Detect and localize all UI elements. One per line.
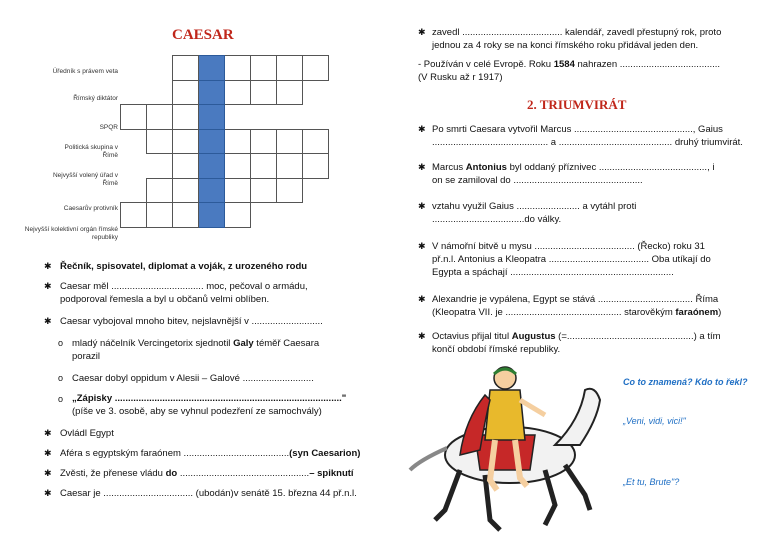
bullet-text: Caesar vybojoval mnoho bitev, nejslavnější v ........................... <box>60 316 323 327</box>
bullet-star-icon: ✱ <box>418 27 426 37</box>
crossword-label: Římský diktátor <box>73 95 118 102</box>
bullet-text: Octavius přijal titul Augustus (=................................................) a tím končí období římské republiky. <box>432 331 721 355</box>
circle-bullet-icon: o <box>58 373 64 383</box>
crossword-label: Nejvyšší kolektivní orgán římské republiky <box>24 226 118 241</box>
bullet-star-icon: ✱ <box>418 331 426 341</box>
bullet-star-icon: ✱ <box>418 124 426 134</box>
note-text: - Používán v celé Evropě. Roku 1584 nahrazen ...................................... (V Rusku až r 1917) <box>418 59 721 83</box>
bullet-star-icon: ✱ <box>418 162 426 172</box>
question-text: Co to znamená? Kdo to řekl? <box>623 377 748 387</box>
sub-item-text: „Zápisky ......................................................................................" (píše ve 3. osobě, aby se vyhnul podezření ze samochvály) <box>72 393 347 417</box>
bullet-star-icon: ✱ <box>44 316 52 326</box>
bullet-star-icon: ✱ <box>418 241 426 251</box>
bullet-text: Zvěsti, že přenese vládu do .................................................– spiknutí <box>60 468 354 479</box>
crossword-label: Caesarův protivník <box>63 205 118 212</box>
bullet-text: Ovládl Egypt <box>60 428 114 439</box>
caesar-title: CAESAR <box>172 27 234 43</box>
bullet-text: vztahu využil Gaius ........................ a vytáhl proti ...................................do války. <box>432 201 637 225</box>
bullet-text: Alexandrie je vypálena, Egypt se stává .................................... Říma (Kleopatra VII. je ............................................ starověkým faraónem) <box>432 294 722 318</box>
bullet-text: Řečník, spisovatel, diplomat a voják, z urozeného rodu <box>60 261 308 272</box>
crossword-label: Politická skupina v Římě <box>64 144 118 159</box>
bullet-star-icon: ✱ <box>44 448 52 458</box>
bullet-star-icon: ✱ <box>44 281 52 291</box>
bullet-text: zavedl ...................................... kalendář, zavedl přestupný rok, proto jednou za 4 roky se na konci římského roku přidával jeden den. <box>432 27 722 51</box>
quote-text: „Et tu, Brute"? <box>623 477 680 487</box>
caesar-on-horse-illustration <box>405 360 615 540</box>
circle-bullet-icon: o <box>58 394 64 404</box>
crossword-label: Úředník s právem veta <box>52 68 118 75</box>
bullet-text: Caesar je .................................. (ubodán)v senátě 15. března 44 př.n.l. <box>60 488 357 499</box>
sub-item-text: Caesar dobyl oppidum v Alesii – Galové ........................... <box>72 373 314 384</box>
crossword-label: SPQR <box>99 124 118 131</box>
crossword-label: Nejvyšší volený úřad v Římě <box>52 172 118 187</box>
bullet-star-icon: ✱ <box>44 468 52 478</box>
bullet-star-icon: ✱ <box>44 261 52 271</box>
bullet-text: Po smrti Caesara vytvořil Marcus ............................................., Gaius ............................................ a ........................................... druhý triumvirát. <box>432 124 743 148</box>
circle-bullet-icon: o <box>58 338 64 348</box>
sub-item-text: mladý náčelník Vercingetorix sjednotil Galy téměř Caesara porazil <box>72 338 320 362</box>
quote-text: „Veni, vidi, vici!" <box>623 416 686 426</box>
triumvirate-title: 2. TRIUMVIRÁT <box>527 97 627 112</box>
bullet-star-icon: ✱ <box>418 201 426 211</box>
bullet-text: Marcus Antonius byl oddaný příznivec ........................................., i on se zamiloval do ................................................. <box>432 162 715 186</box>
bullet-text: Aféra s egyptským faraónem ........................................(syn Caesarion) <box>60 448 361 459</box>
bullet-star-icon: ✱ <box>44 428 52 438</box>
bullet-star-icon: ✱ <box>418 294 426 304</box>
crossword-grid <box>120 55 329 228</box>
bullet-text: Caesar měl ................................... moc, pečoval o armádu, podporoval řemesla a byl u občanů velmi oblíben. <box>60 281 308 305</box>
bullet-star-icon: ✱ <box>44 488 52 498</box>
bullet-text: V námořní bitvě u mysu ...................................... (Řecko) roku 31 př.n.l. Antonius a Kleopatra ...................................... Oba utíkají do Egypta a spáchají .............................................................. <box>432 241 711 278</box>
